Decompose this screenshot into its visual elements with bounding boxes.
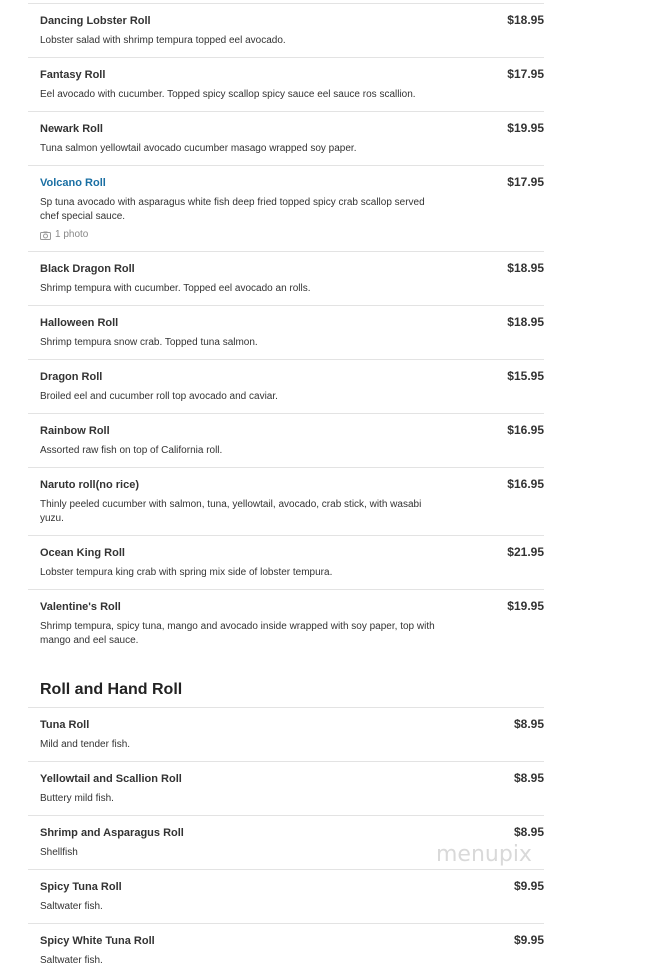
menu-item-spicy-white-tuna-roll (28, 923, 544, 977)
menu-item-rainbow-roll (28, 413, 544, 467)
item-price: $9.95 (513, 879, 544, 893)
menu (28, 3, 544, 977)
item-name: Fantasy Roll (40, 69, 106, 81)
item-description: Saltwater fish. (40, 955, 103, 966)
menu-item-newark-roll (28, 111, 544, 165)
item-price: $18.95 (507, 261, 544, 275)
section-title: Roll and Hand Roll (40, 681, 183, 698)
item-name: Ocean King Roll (40, 547, 125, 559)
item-price: $19.95 (507, 599, 544, 613)
menu-item-spicy-tuna-roll (28, 869, 544, 923)
item-description: Sp tuna avocado with asparagus white fish deep fried topped spicy crab scallop served chef special sauce. (40, 197, 425, 222)
item-name: Newark Roll (40, 123, 103, 135)
item-description: Assorted raw fish on top of California roll. (40, 445, 223, 456)
item-description: Shrimp tempura, spicy tuna, mango and avocado inside wrapped with soy paper, top with mango and eel sauce. (40, 621, 435, 646)
item-name: Spicy Tuna Roll (40, 881, 122, 893)
item-description: Mild and tender fish. (40, 739, 131, 750)
item-description: Broiled eel and cucumber roll top avocado and caviar. (40, 391, 278, 402)
photo-count: 1 photo (55, 229, 89, 240)
menu-item-naruto-roll (28, 467, 544, 535)
menu-item-valentines-roll (28, 589, 544, 657)
item-name: Tuna Roll (40, 719, 90, 731)
item-name-link[interactable]: Volcano Roll (40, 177, 106, 189)
item-price: $8.95 (513, 771, 544, 785)
item-price: $16.95 (507, 477, 544, 491)
item-name: Rainbow Roll (40, 425, 110, 437)
item-price: $17.95 (507, 67, 544, 81)
item-description: Shrimp tempura snow crab. Topped tuna salmon. (40, 337, 258, 348)
item-description: Eel avocado with cucumber. Topped spicy scallop spicy sauce eel sauce ros scallion. (40, 89, 416, 100)
menu-item-black-dragon-roll (28, 251, 544, 305)
item-description: Lobster tempura king crab with spring mix side of lobster tempura. (40, 567, 333, 578)
item-description: Buttery mild fish. (40, 793, 114, 804)
item-price: $17.95 (507, 175, 544, 189)
item-price: $16.95 (507, 423, 544, 437)
item-name: Dancing Lobster Roll (40, 15, 151, 27)
item-name: Halloween Roll (40, 317, 119, 329)
item-price: $9.95 (513, 933, 544, 947)
item-name: Spicy White Tuna Roll (40, 935, 155, 947)
menu-item-halloween-roll (28, 305, 544, 359)
item-price: $18.95 (507, 315, 544, 329)
item-price: $8.95 (513, 717, 544, 731)
menu-item-tuna-roll (28, 707, 544, 761)
menu-item-dancing-lobster-roll (28, 3, 544, 57)
item-description: Thinly peeled cucumber with salmon, tuna, yellowtail, avocado, crab stick, with wasabi yuzu. (40, 499, 422, 524)
item-name: Valentine's Roll (40, 601, 121, 613)
item-name: Black Dragon Roll (40, 263, 135, 275)
item-price: $15.95 (507, 369, 544, 383)
item-price: $18.95 (507, 13, 544, 27)
item-name: Naruto roll(no rice) (40, 479, 140, 491)
item-name: Dragon Roll (40, 371, 103, 383)
watermark: menupix (436, 842, 532, 867)
item-price: $8.95 (513, 825, 544, 839)
item-name: Yellowtail and Scallion Roll (40, 773, 182, 785)
item-name: Shrimp and Asparagus Roll (40, 827, 184, 839)
camera-icon (40, 231, 51, 240)
item-description: Shellfish (40, 847, 78, 858)
item-description: Shrimp tempura with cucumber. Topped eel avocado an rolls. (40, 283, 311, 294)
menu-item-ocean-king-roll (28, 535, 544, 589)
photo-link[interactable] (40, 228, 544, 242)
item-description: Saltwater fish. (40, 901, 103, 912)
menu-item-yellowtail-scallion-roll (28, 761, 544, 815)
item-description: Lobster salad with shrimp tempura topped eel avocado. (40, 35, 286, 46)
item-price: $19.95 (507, 121, 544, 135)
menu-item-dragon-roll (28, 359, 544, 413)
menu-item-volcano-roll (28, 165, 544, 251)
menu-item-fantasy-roll (28, 57, 544, 111)
item-description: Tuna salmon yellowtail avocado cucumber masago wrapped soy paper. (40, 143, 357, 154)
item-price: $21.95 (507, 545, 544, 559)
